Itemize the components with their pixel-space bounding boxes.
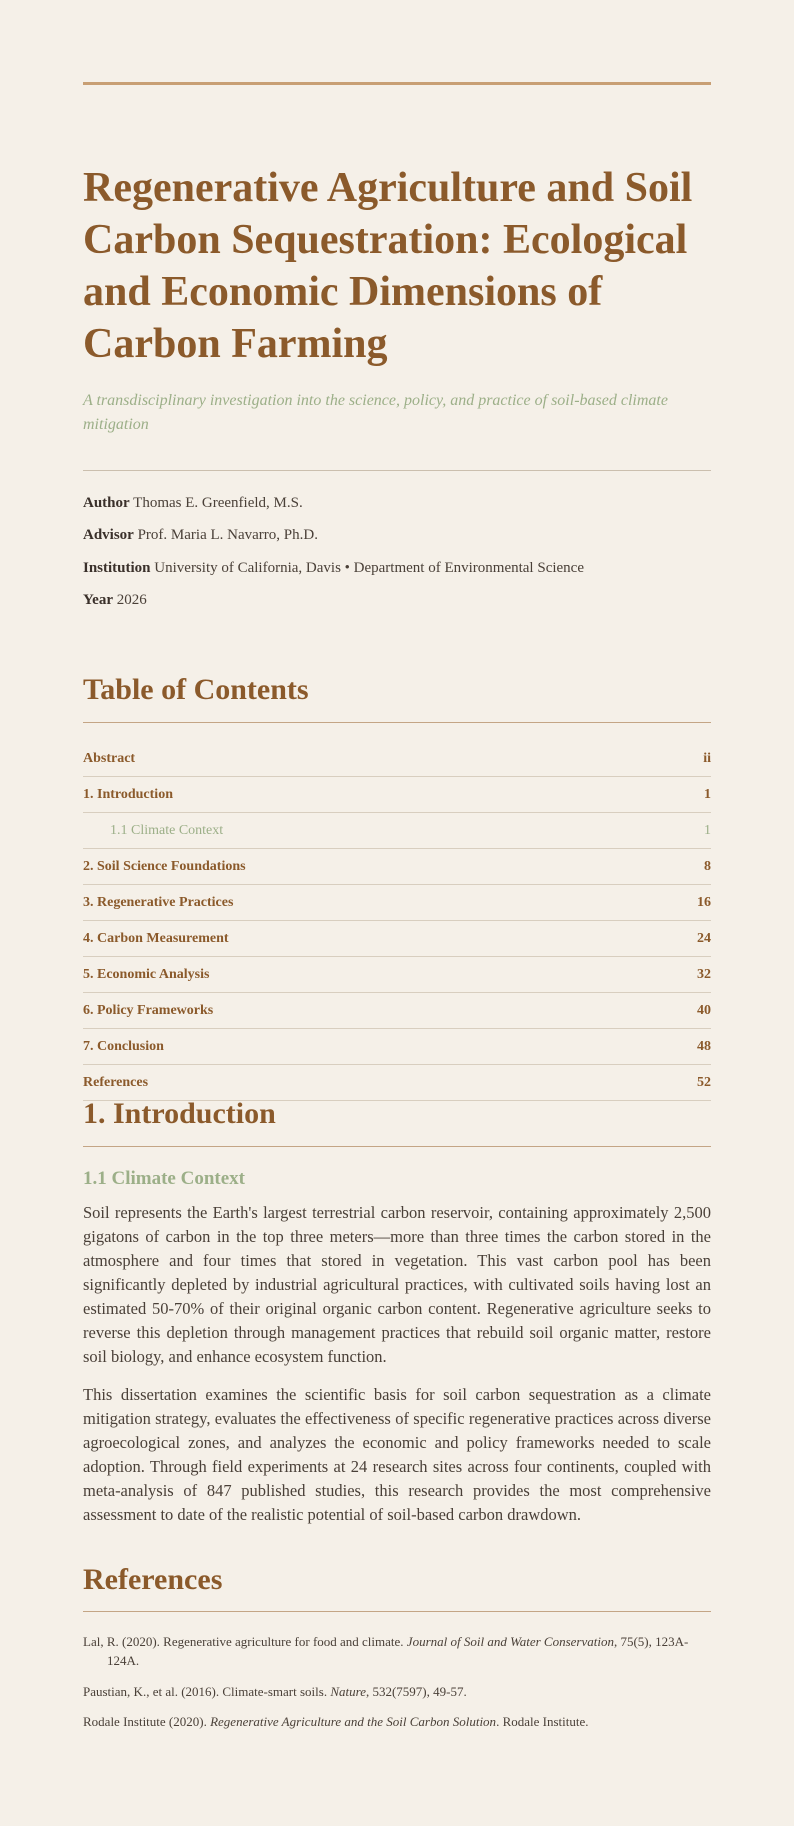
toc-entry-introduction[interactable] (83, 777, 711, 813)
toc-entry-soil-science[interactable] (83, 849, 711, 885)
meta-author (83, 493, 711, 513)
top-decorative-rule (83, 82, 711, 85)
toc-entry-economic-analysis[interactable] (83, 957, 711, 993)
climate-context-heading: 1.1 Climate Context (83, 1168, 245, 1189)
reference-text: Paustian, K., et al. (2016). Climate-smart soils. (83, 1684, 331, 1699)
reference-item (83, 1712, 711, 1731)
toc-entry-page: 1 (704, 822, 711, 838)
toc-entry-label: 3. Regenerative Practices (83, 894, 234, 910)
toc-entry-page: 1 (704, 786, 711, 802)
document-subtitle: A transdisciplinary investigation into the science, policy, and practice of soil-based climate mitigation (83, 392, 668, 433)
reference-text: Rodale Institute (2020). (83, 1714, 211, 1729)
toc-entry-label: 7. Conclusion (83, 1038, 164, 1054)
table-of-contents (83, 741, 711, 1101)
meta-label: Advisor (83, 527, 134, 543)
toc-entry-conclusion[interactable] (83, 1029, 711, 1065)
toc-entry-page: 48 (697, 1038, 711, 1054)
toc-entry-abstract[interactable] (83, 741, 711, 777)
reference-source: Regenerative Agriculture and the Soil Carbon Solution (210, 1714, 497, 1729)
reference-item (83, 1632, 711, 1670)
toc-entry-label: 2. Soil Science Foundations (83, 858, 246, 874)
meta-value: 2026 (116, 592, 147, 608)
meta-year (83, 590, 711, 610)
toc-entry-label: 6. Policy Frameworks (83, 1002, 214, 1018)
reference-item (83, 1682, 711, 1701)
toc-entry-label: Abstract (83, 750, 136, 766)
reference-source: Journal of Soil and Water Conservation (406, 1634, 614, 1649)
meta-label: Year (83, 592, 113, 608)
toc-entry-label: 1. Introduction (83, 786, 173, 802)
toc-entry-page: 24 (697, 930, 711, 946)
introduction-paragraph-1: Soil represents the Earth's largest terrestrial carbon reservoir, containing approximately 2,500 gigatons of carbon in the top three meters—more than three times the carbon stored in the atmosphere and four times that stored in vegetation. This vast carbon pool has been significantly depleted by industrial agricultural practices, with cultivated soils having lost an estimated 50-70% of their original organic carbon content. Regenerative agriculture seeks to reverse this depletion through management practices that rebuild soil organic matter, restore soil biology, and enhance ecosystem function. (83, 1203, 711, 1366)
toc-entry-label: 5. Economic Analysis (83, 966, 210, 982)
introduction-heading: 1. Introduction (83, 1097, 276, 1130)
reference-source: Nature (330, 1684, 366, 1699)
toc-divider (83, 722, 711, 723)
toc-entry-page: ii (703, 750, 711, 766)
toc-entry-policy-frameworks[interactable] (83, 993, 711, 1029)
introduction-divider (83, 1146, 711, 1147)
toc-entry-page: 40 (697, 1002, 711, 1018)
reference-details: , 532(7597), 49-57. (365, 1684, 467, 1699)
toc-entry-label: 1.1 Climate Context (110, 822, 224, 838)
toc-entry-page: 16 (697, 894, 711, 910)
references-divider (83, 1611, 711, 1612)
meta-value: Prof. Maria L. Navarro, Ph.D. (137, 527, 318, 543)
toc-entry-label: 4. Carbon Measurement (83, 930, 229, 946)
meta-label: Institution (83, 560, 151, 576)
introduction-paragraph-2: This dissertation examines the scientific basis for soil carbon sequestration as a climate mitigation strategy, evaluates the effectiveness of specific regenerative practices across diverse agroecological zones, and analyzes the economic and policy frameworks needed to scale adoption. Through field experiments at 24 research sites across four continents, coupled with meta-analysis of 847 published studies, this research provides the most comprehensive assessment to date of the realistic potential of soil-based carbon drawdown. (83, 1385, 711, 1524)
toc-entry-carbon-measurement[interactable] (83, 921, 711, 957)
reference-text: Lal, R. (2020). Regenerative agriculture for food and climate. (83, 1634, 407, 1649)
title-divider (83, 470, 711, 471)
toc-entry-page: 8 (704, 858, 711, 874)
toc-entry-climate-context[interactable] (83, 813, 711, 849)
reference-details: . Rodale Institute. (496, 1714, 589, 1729)
toc-entry-label: References (83, 1074, 149, 1090)
toc-heading: Table of Contents (83, 673, 309, 706)
meta-institution (83, 558, 711, 578)
reference-details: , 75(5), 123A-124A. (107, 1634, 689, 1668)
toc-entry-regenerative-practices[interactable] (83, 885, 711, 921)
meta-value: Thomas E. Greenfield, M.S. (133, 495, 303, 511)
references-heading: References (83, 1563, 223, 1596)
document-title: Regenerative Agriculture and Soil Carbon Sequestration: Ecological and Economic Dimensions of Carbon Farming (83, 165, 693, 367)
toc-entry-page: 52 (697, 1074, 711, 1090)
meta-value: University of California, Davis • Department of Environmental Science (154, 560, 584, 576)
meta-label: Author (83, 495, 130, 511)
toc-entry-page: 32 (697, 966, 711, 982)
meta-advisor (83, 525, 711, 545)
